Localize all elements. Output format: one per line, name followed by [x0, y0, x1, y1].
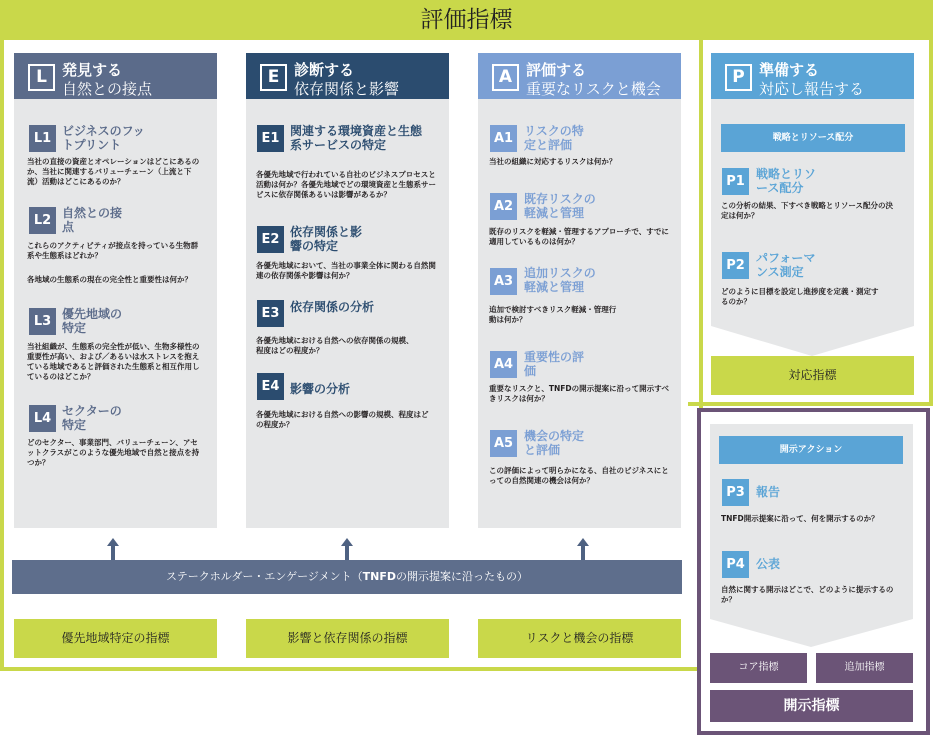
section-label-strategy: 戦略とリソース配分	[721, 124, 905, 152]
item-description: 各優先地域における自然への影響の規模、程度はどの程度か？	[256, 410, 429, 429]
item-code: P4	[722, 551, 749, 578]
risk-opportunity-metrics-label: リスクと機会の指標	[478, 619, 681, 658]
item-description: TNFD開示提案に沿って、何を開示するのか？	[721, 514, 879, 523]
item-code: L3	[29, 308, 56, 335]
item-title: セクターの特定	[62, 404, 122, 432]
item-title: 影響の分析	[290, 382, 351, 396]
impact-dependency-metrics-label: 影響と依存関係の指標	[246, 619, 449, 658]
item-title: 追加リスクの軽減と管理	[524, 266, 596, 294]
item-title: 自然との接点	[62, 206, 123, 234]
item-code: L2	[29, 207, 56, 234]
item-code: L4	[29, 405, 56, 432]
item-code: E1	[257, 125, 284, 152]
arrow-up-icon	[577, 538, 589, 560]
item-title: 関連する環境資産と生態系サービスの特定	[290, 124, 423, 152]
arrow-up-icon	[107, 538, 119, 560]
column-header-prepare	[711, 53, 914, 99]
item-title: 重要性の評価	[524, 350, 585, 378]
item-title: 機会の特定と評価	[524, 429, 585, 457]
item-description: 既存のリスクを軽減・管理するアプローチで、すでに適用しているものは何か？	[489, 227, 669, 246]
item-code: A1	[490, 125, 517, 152]
column-prepare-pointer	[711, 326, 914, 356]
item-title: 戦略とリソース配分	[756, 167, 817, 195]
column-title: 評価する	[526, 61, 587, 79]
item-description: 追加で検討すべきリスク軽減・管理行動は何か？	[489, 305, 617, 324]
item-code: P2	[722, 252, 749, 279]
column-title: 準備する	[759, 61, 820, 79]
column-subtitle: 重要なリスクと機会	[526, 80, 661, 98]
item-code: E2	[257, 226, 284, 253]
column-subtitle: 対応し報告する	[759, 80, 865, 98]
item-title: パフォーマンス測定	[756, 251, 816, 279]
column-letter: A	[492, 64, 519, 91]
stakeholder-text-bold: TNFD	[362, 570, 396, 583]
item-title: 公表	[756, 557, 781, 571]
column-subtitle: 自然との接点	[62, 80, 153, 98]
item-description: 重要なリスクと、TNFDの開示提案に沿って開示すべきリスクは何か？	[489, 384, 669, 403]
item-description: 当社組織が、生態系の完全性が低い、生物多様性の重要性が高い、および／あるいは水ストレスを抱えている地域であると評価された生態系と相互作用しているのはどこか？	[27, 342, 200, 381]
item-title: 依存関係と影響の特定	[290, 225, 363, 253]
page-title: 評価指標	[0, 0, 933, 40]
item-code: A4	[490, 351, 517, 378]
column-subtitle: 依存関係と影響	[294, 80, 400, 98]
item-code: E4	[257, 373, 284, 400]
item-code: A3	[490, 268, 517, 295]
section-label-disclosure: 開示アクション	[719, 436, 903, 464]
item-title: ビジネスのフットプリント	[62, 124, 145, 152]
column-header-evaluate	[246, 53, 449, 99]
item-description: 当社の組織に対応するリスクは何か？	[489, 157, 617, 166]
item-code: L1	[29, 125, 56, 152]
item-description: 各地域の生態系の現在の完全性と重要性は何か？	[27, 275, 192, 284]
item-title: 依存関係の分析	[290, 300, 375, 314]
response-metrics-label: 対応指標	[711, 356, 914, 395]
item-code: P3	[722, 479, 749, 506]
item-description: 各優先地域において、当社の事業全体に関わる自然関連の依存関係や影響は何か？	[256, 261, 436, 280]
item-code: A2	[490, 193, 517, 220]
stakeholder-text-suffix: の開示提案に沿ったもの）	[395, 570, 528, 583]
item-description: この分析の結果、下すべき戦略とリソース配分の決定は何か？	[721, 201, 893, 220]
item-title: 報告	[756, 485, 781, 499]
item-title: 既存リスクの軽減と管理	[524, 192, 596, 220]
item-description: どのセクター、事業部門、バリューチェーン、アセットクラスがこのような優先地域で自然と接点を持つか？	[27, 438, 200, 467]
column-header-locate	[14, 53, 217, 99]
column-header-assess	[478, 53, 681, 99]
stakeholder-engagement-bar	[12, 560, 682, 594]
disclosure-pointer	[710, 619, 913, 647]
item-description: どのように目標を設定し進捗度を定義・測定するのか？	[721, 287, 879, 306]
item-title: 優先地域の特定	[62, 307, 123, 335]
priority-location-metrics-label: 優先地域特定の指標	[14, 619, 217, 658]
item-description: これらのアクティビティが接点を持っている生物群系や生態系はどれか？	[27, 241, 199, 260]
additional-metrics-label: 追加指標	[816, 653, 913, 683]
column-title: 診断する	[294, 61, 355, 79]
item-description: 自然に関する開示はどこで、どのように提示するのか？	[721, 585, 894, 604]
item-title: リスクの特定と評価	[524, 124, 584, 152]
item-code: A5	[490, 430, 517, 457]
item-description: 各優先地域で行われている自社のビジネスプロセスと活動は何か？各優先地域でどの環境資産と生態系サービスに依存関係あるいは影響があるか？	[256, 170, 436, 199]
disclosure-metrics-label: 開示指標	[710, 690, 913, 722]
arrow-up-icon	[341, 538, 353, 560]
item-description: 各優先地域における自然への依存関係の規模、程度はどの程度か？	[256, 336, 414, 355]
item-description: 当社の直接の資産とオペレーションはどこにあるのか、当社に関連するバリューチェーン（上流と下流）活動はどこにあるのか？	[27, 157, 200, 186]
item-code: P1	[722, 168, 749, 195]
item-description: この評価によって明らかになる、自社のビジネスにとっての自然関連の機会は何か？	[489, 466, 669, 485]
column-title: 発見する	[62, 61, 123, 79]
column-letter: L	[28, 64, 55, 91]
column-letter: E	[260, 64, 287, 91]
column-letter: P	[725, 64, 752, 91]
stakeholder-text-prefix: ステークホルダー・エンゲージメント（	[166, 570, 363, 583]
core-metrics-label: コア指標	[710, 653, 807, 683]
item-code: E3	[257, 300, 284, 327]
